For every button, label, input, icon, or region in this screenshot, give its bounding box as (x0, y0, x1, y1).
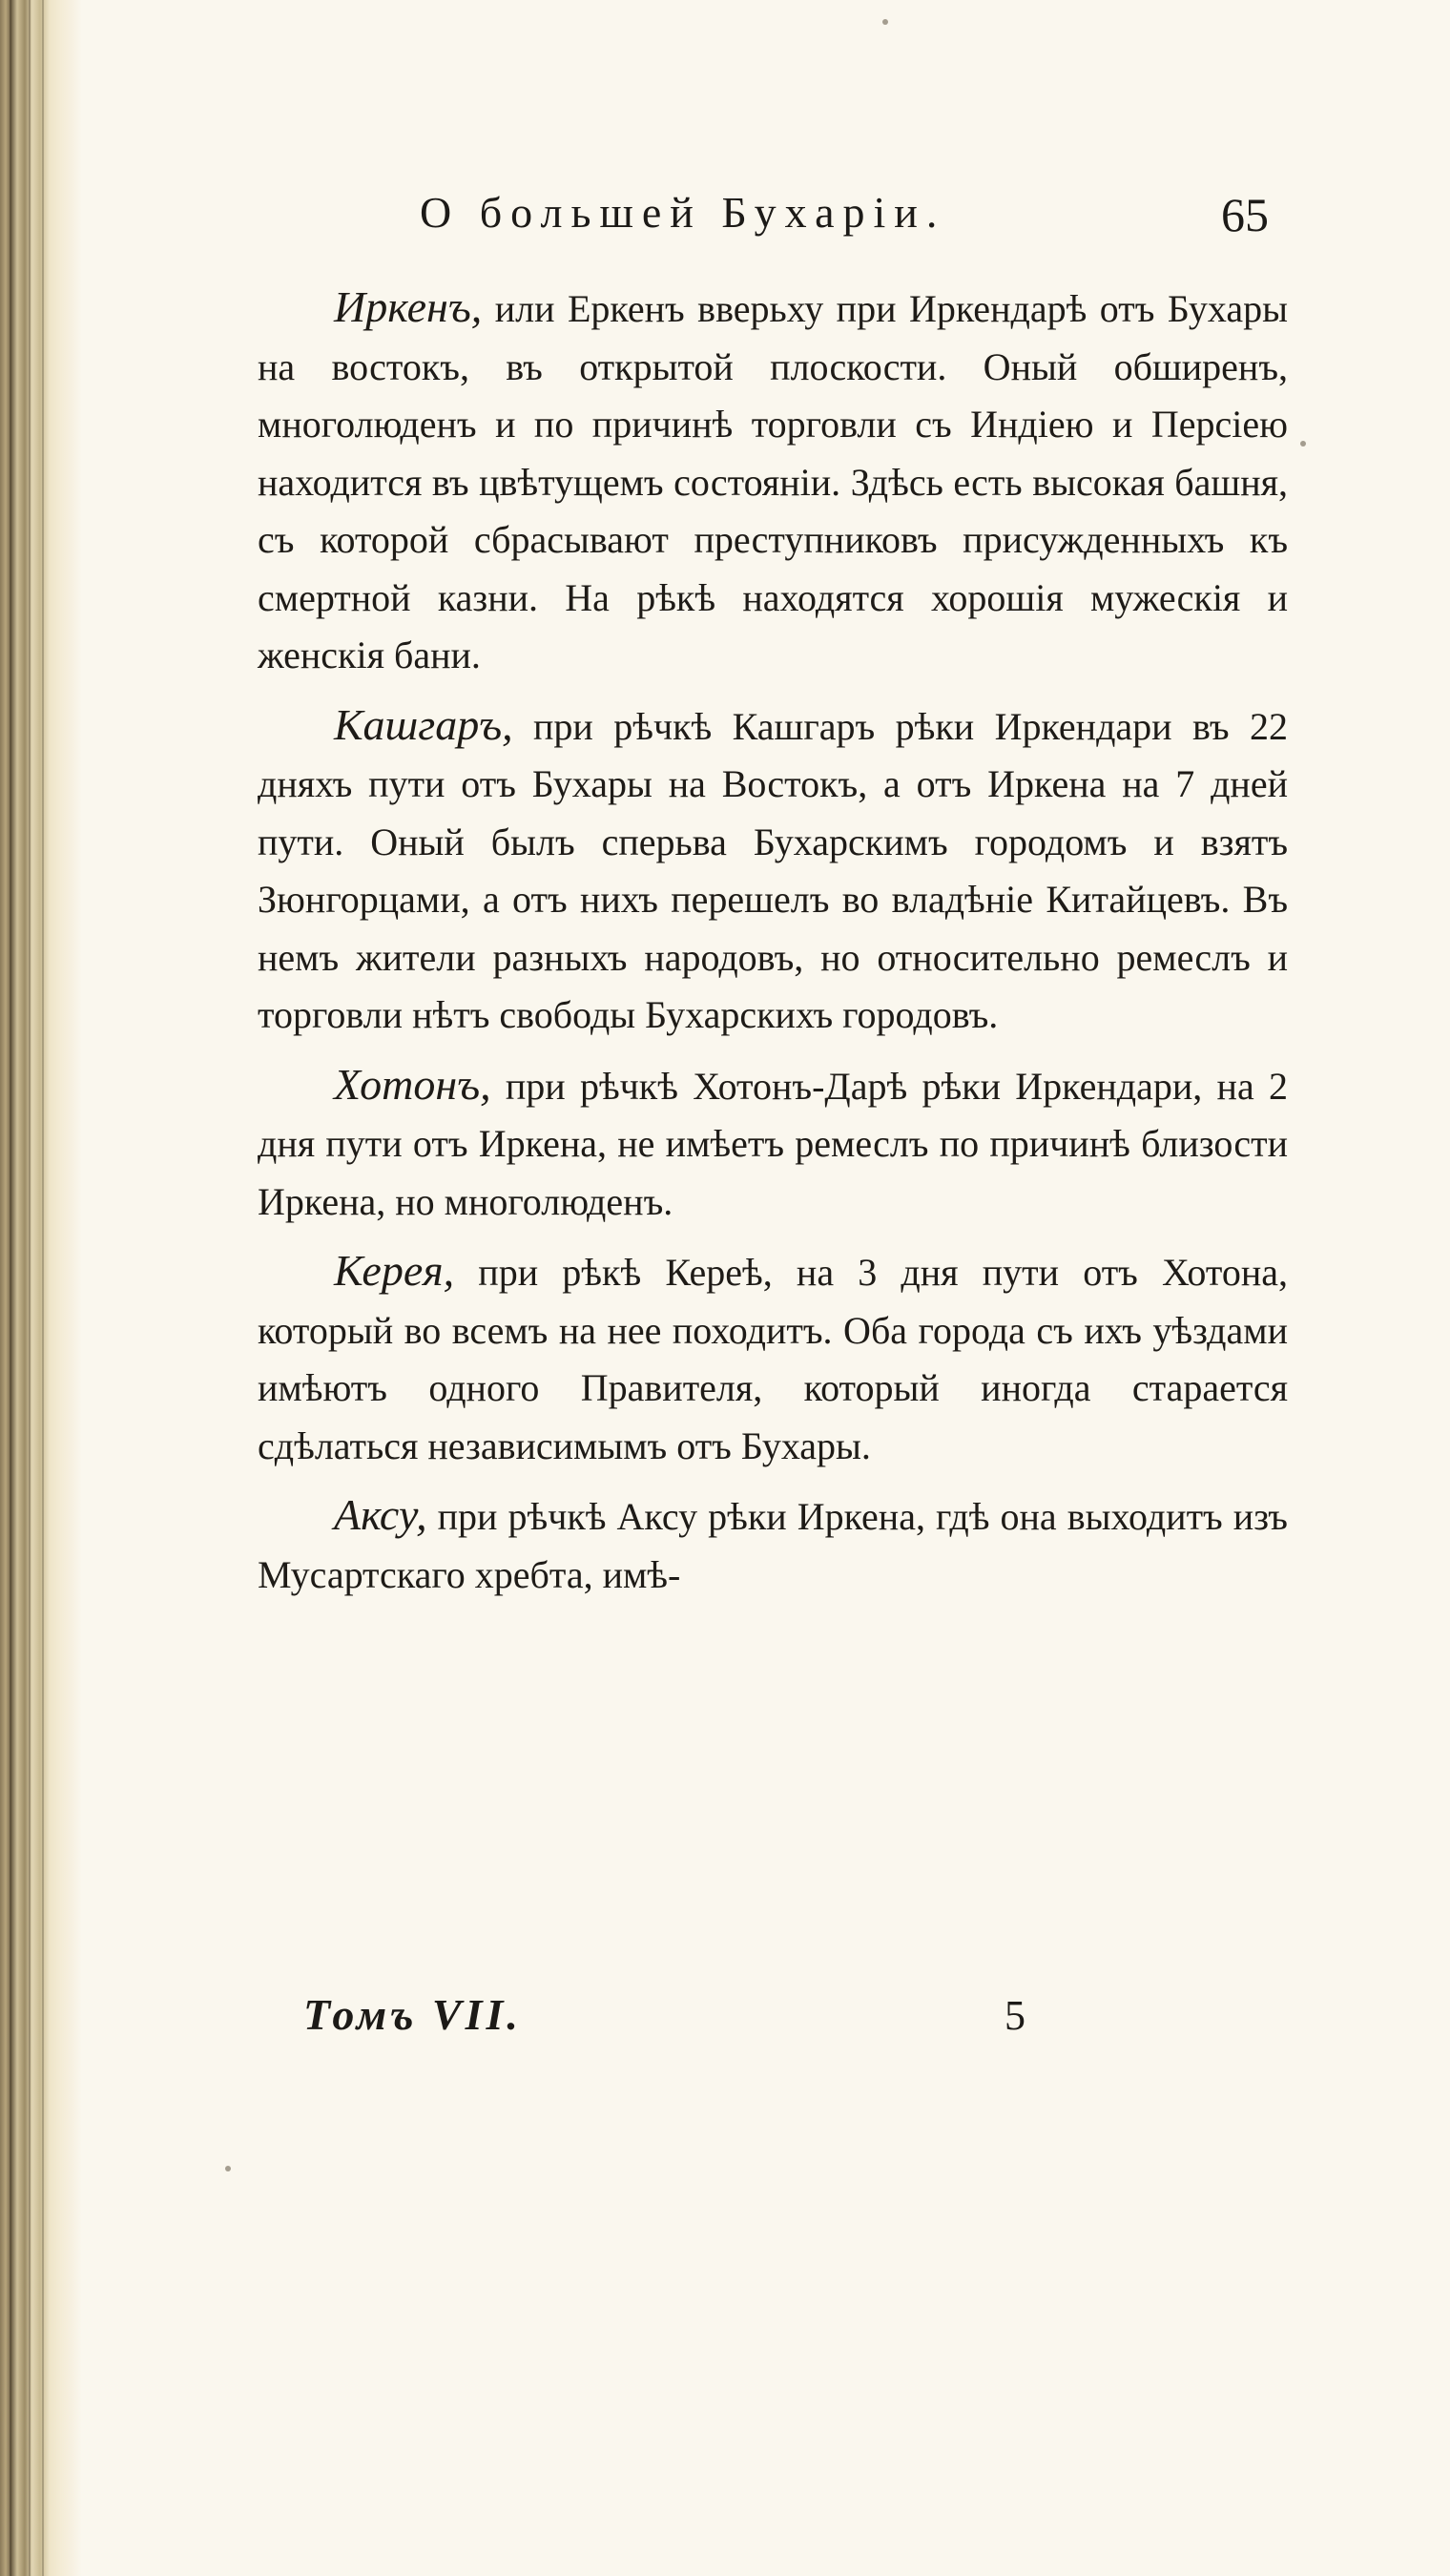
spine-edge-line (42, 0, 44, 2576)
paragraph-text: или Еркенъ вверьху при Иркендарѣ отъ Бухары на востокъ, въ открытой плоскости. Оный обширенъ, многолюденъ и по причинѣ торговли съ Индiею и Персiею находится въ цвѣтущемъ состоянiи. Здѣсь есть высокая башня, съ которой сбрасывают преступниковъ присужденныхъ къ смертной казни. На рѣкѣ находятся хорошiя мужескiя и женскiя бани. (258, 287, 1288, 676)
page-footer (303, 1989, 1162, 2046)
body-text (258, 279, 1288, 1615)
place-name: Иркенъ, (334, 282, 483, 331)
paragraph-text: при рѣкѣ Кереѣ, на 3 дня пути отъ Хотона, который во всемъ на нее походитъ. Оба города съ ихъ уѣздами имѣютъ одного Правителя, который иногда старается сдѣлаться независимымъ отъ Бухары. (258, 1251, 1288, 1467)
signature-mark: 5 (1005, 1992, 1025, 2039)
paragraph (258, 1056, 1288, 1232)
paragraph (258, 279, 1288, 685)
place-name: Хотонъ, (334, 1059, 491, 1109)
paragraph (258, 1242, 1288, 1475)
book-spine (0, 0, 82, 2576)
place-name: Аксу, (334, 1490, 427, 1539)
place-name: Кашгаръ, (334, 699, 513, 749)
page-number: 65 (1221, 188, 1269, 241)
paragraph-text: при рѣчкѣ Аксу рѣки Иркена, гдѣ она выходитъ изъ Мусартскаго хребта, имѣ- (258, 1495, 1288, 1596)
paragraph (258, 1486, 1288, 1604)
spine-edge-line (10, 0, 11, 2576)
running-head (420, 187, 1297, 244)
paragraph (258, 696, 1288, 1045)
volume-label: Томъ VII. (303, 1990, 522, 2039)
place-name: Керея, (334, 1246, 455, 1295)
paper-speck (882, 19, 888, 25)
paper-speck (225, 2166, 231, 2171)
page-title: О большей Бухарiи. (420, 188, 946, 237)
paragraph-text: при рѣчкѣ Хотонъ-Дарѣ рѣки Иркендари, на 2 дня пути отъ Иркена, не имѣетъ ремеслъ по причинѣ близости Иркена, но многолюденъ. (258, 1064, 1288, 1223)
paper-speck (1300, 441, 1306, 447)
paragraph-text: при рѣчкѣ Кашгаръ рѣки Иркендари въ 22 дняхъ пути отъ Бухары на Востокъ, а отъ Иркена на 7 дней пути. Оный былъ сперьва Бухарскимъ городомъ и взятъ Зюнгорцами, а отъ нихъ перешелъ во владѣнiе Китайцевъ. Въ немъ жители разныхъ народовъ, но относительно ремеслъ и торговли нѣтъ свободы Бухарскихъ городовъ. (258, 704, 1288, 1036)
spine-edge-line (29, 0, 31, 2576)
